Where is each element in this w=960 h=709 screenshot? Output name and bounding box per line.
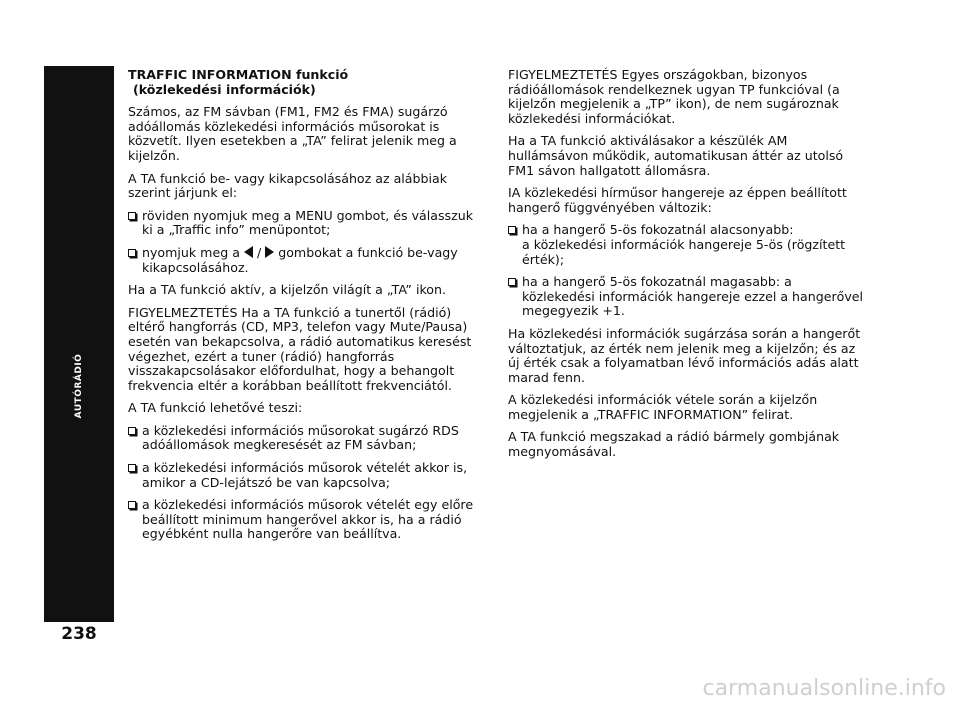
list-item-text-line-1: ha a hangerő 5-ös fokozatnál alacsonyabb:: [522, 222, 794, 238]
paragraph-ta-enables: A TA funkció lehetővé teszi:: [128, 400, 303, 416]
list-item-text-line-2: a közlekedési információk hangereje 5-ös (rögzített érték);: [522, 236, 846, 267]
checkbox-bullet-icon: [128, 501, 136, 509]
chapter-label: AUTÓRÁDIÓ: [74, 353, 84, 419]
list-item: [508, 223, 868, 267]
chapter-side-tab: [44, 66, 114, 622]
list-item-text: a közlekedési információs műsorok vételét egy előre beállított minimum hangerővel akkor is, ha a rádió egyébként nulla hangerőre van beállítva.: [142, 497, 474, 542]
paragraph-warning: FIGYELMEZTETÉS Ha a TA funkció a tunertől (rádió) eltérő hangforrás (CD, MP3, telefon vagy Mute/Pausa) esetén van bekapcsolva, a rádió automatikus keresést végezhet, ezért a tuner (rádió) hangforrás visszakapcsolásakor előfordulhat, hogy a behangolt frekvencia eltér a korábban beállított frekvenciától.: [128, 304, 472, 393]
heading-line-2: (közlekedési információk): [133, 81, 316, 97]
paragraph-ta-toggle-intro: A TA funkció be- vagy kikapcsolásához az alábbiak szerint járjunk el:: [128, 170, 448, 201]
checkbox-bullet-icon: [508, 226, 516, 234]
list-item-text: ha a hangerő 5-ös fokozatnál magasabb: a közlekedési információk hangereje ezzel a hangerővel megegyezik +1.: [522, 274, 864, 319]
list-item-text: a közlekedési információs műsorok vételét akkor is, amikor a CD-lejátszó be van kapcsolva;: [142, 460, 468, 490]
list-item: [128, 209, 486, 238]
list-item: [128, 498, 486, 542]
paragraph-fm-stations: Számos, az FM sávban (FM1, FM2 és FMA) sugárzó adóállomás közlekedési információs műsorokat is közvetít. Ilyen esetekben a „TA” felirat jelenik meg a kijelzőn.: [128, 104, 457, 163]
checkbox-bullet-icon: [128, 464, 136, 472]
left-arrow-icon: [244, 246, 253, 258]
paragraph-tp-warning: FIGYELMEZTETÉS Egyes országokban, bizonyos rádióállomások rendelkeznek ugyan TP funkcióval (a kijelzőn megjelenik a „TP” ikon), de nem sugároznak közlekedési információkat.: [508, 67, 840, 126]
paragraph-volume-intro: IA közlekedési hírműsor hangereje az éppen beállított hangerő függvényében változik:: [508, 185, 847, 215]
list-item-text: a közlekedési információs műsorokat sugárzó RDS adóállomások megkeresését az FM sávban;: [142, 422, 459, 453]
list-item: [128, 246, 486, 275]
arrow-separator: /: [256, 244, 262, 260]
left-column: [128, 68, 486, 550]
paragraph-am-switch: Ha a TA funkció aktiválásakor a készülék AM hullámsávon működik, automatikusan áttér az utolsó FM1 sávon hallgatott állomásra.: [508, 133, 844, 178]
list-item: [128, 424, 486, 453]
paragraph-ta-icon: Ha a TA funkció aktív, a kijelzőn világít a „TA” ikon.: [128, 282, 446, 298]
list-item: [508, 275, 868, 319]
paragraph-traffic-display: A közlekedési információk vétele során a kijelzőn megjelenik a „TRAFFIC INFORMATION” felirat.: [508, 392, 818, 422]
page-number: 238: [61, 624, 97, 644]
checkbox-bullet-icon: [128, 427, 136, 435]
list-item-text: röviden nyomjuk meg a MENU gombot, és válasszuk ki a „Traffic info” menüpontot;: [142, 207, 473, 238]
checkbox-bullet-icon: [508, 278, 516, 286]
watermark: carmanualsonline.info: [702, 676, 946, 701]
section-heading: [128, 68, 486, 97]
right-arrow-icon: [265, 246, 274, 258]
list-item-text-pre: nyomjuk meg a: [142, 244, 240, 260]
heading-line-1: TRAFFIC INFORMATION funkció: [128, 67, 349, 82]
list-item: [128, 461, 486, 490]
list-item-text-post: gombokat a funkció be-vagy kikapcsolásához.: [142, 244, 458, 275]
right-column: [508, 68, 868, 468]
checkbox-bullet-icon: [128, 249, 136, 257]
paragraph-ta-interrupt: A TA funkció megszakad a rádió bármely gombjának megnyomásával.: [508, 429, 840, 460]
checkbox-bullet-icon: [128, 212, 136, 220]
paragraph-volume-change: Ha közlekedési információk sugárzása során a hangerőt változtatjuk, az érték nem jelenik meg a kijelzőn; és az új érték csak a folyamatban lévő információs adás alatt marad fenn.: [508, 325, 861, 385]
